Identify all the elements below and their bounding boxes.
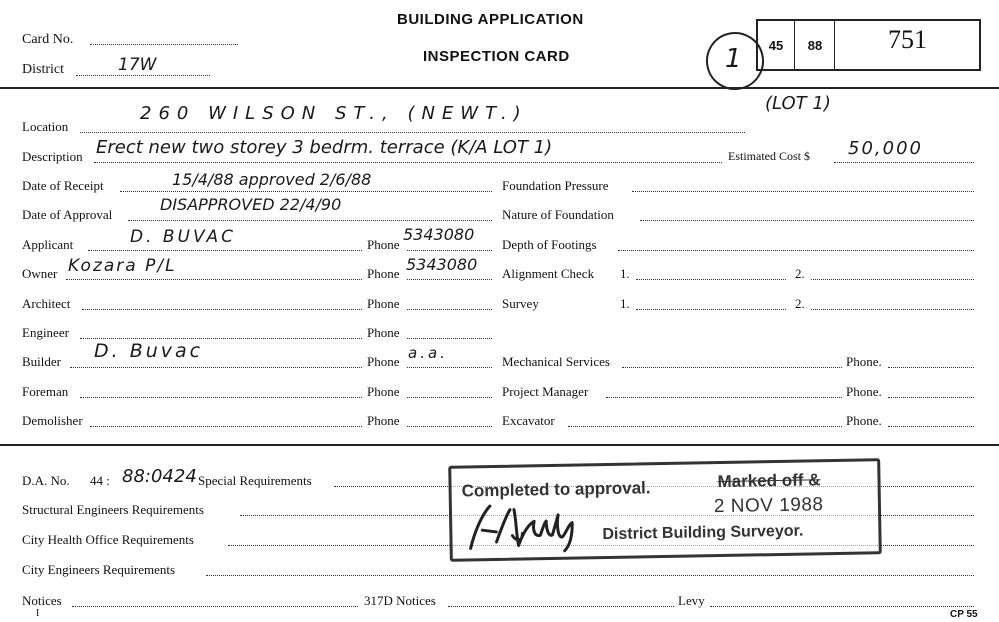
description-value: Erect new two storey 3 bedrm. terrace (K/A LOT 1) (96, 137, 553, 158)
survey-1-field[interactable] (636, 309, 786, 310)
city-engineers-field[interactable] (206, 575, 974, 576)
depth-of-footings-label: Depth of Footings (502, 237, 597, 252)
nature-of-foundation-field[interactable] (640, 220, 974, 221)
applicant-value: D. BUVAC (130, 227, 236, 247)
foreman-field[interactable] (80, 397, 362, 398)
owner-phone-value: 5343080 (406, 255, 478, 274)
foundation-pressure-label: Foundation Pressure (502, 178, 609, 193)
alignment-check-1-field[interactable] (636, 279, 786, 280)
location-label: Location (22, 119, 69, 134)
mechanical-services-phone-field[interactable] (888, 367, 974, 368)
survey-2-field[interactable] (811, 309, 974, 310)
project-manager-field[interactable] (606, 397, 842, 398)
excavator-label: Excavator (502, 413, 555, 428)
builder-label: Builder (22, 354, 61, 369)
header-divider (0, 87, 999, 89)
surveyor-signature (456, 494, 607, 557)
engineer-phone-label: Phone (367, 325, 400, 340)
description-label: Description (22, 149, 83, 164)
foreman-phone-label: Phone (367, 384, 400, 399)
estimated-cost-value: 50,000 (848, 138, 923, 159)
date-of-approval-value: DISAPPROVED 22/4/90 (160, 195, 342, 214)
notices-317d-label: 317D Notices (364, 593, 436, 608)
demolisher-field[interactable] (90, 426, 362, 427)
form-code: CP 55 (950, 609, 978, 620)
project-manager-label: Project Manager (502, 384, 589, 399)
notices-317d-field[interactable] (448, 606, 674, 607)
project-manager-phone-label: Phone. (846, 384, 882, 399)
stamp-date: 2 NOV 1988 (713, 494, 824, 518)
city-health-label: City Health Office Requirements (22, 532, 194, 547)
demolisher-phone-field[interactable] (407, 426, 492, 427)
project-manager-phone-field[interactable] (888, 397, 974, 398)
district-value: 17W (118, 55, 157, 75)
structural-label: Structural Engineers Requirements (22, 502, 204, 517)
date-of-receipt-value: 15/4/88 approved 2/6/88 (172, 170, 372, 189)
section-divider (0, 444, 999, 446)
mechanical-services-label: Mechanical Services (502, 354, 610, 369)
mechanical-services-field[interactable] (622, 367, 842, 368)
location-value: 260 WILSON ST., (NEWT.) (140, 103, 528, 124)
engineer-label: Engineer (22, 325, 69, 340)
card-no-field[interactable] (90, 44, 238, 45)
notices-field[interactable] (72, 606, 358, 607)
survey-label: Survey (502, 296, 539, 311)
card-number-box (756, 19, 981, 71)
excavator-field[interactable] (568, 426, 842, 427)
architect-label: Architect (22, 296, 71, 311)
da-no-value: 88:0424 (122, 466, 197, 487)
owner-label: Owner (22, 266, 58, 281)
estimated-cost-field[interactable] (834, 162, 974, 163)
card-box-cell-3: 751 (888, 25, 927, 54)
da-no-label: D.A. No. (22, 473, 70, 488)
levy-label: Levy (678, 593, 705, 608)
stamp-completed-text: Completed to approval. (461, 478, 651, 501)
levy-field[interactable] (710, 606, 974, 607)
card-box-cell-1: 45 (758, 21, 795, 69)
card-box-cell-2: 88 (796, 21, 835, 69)
architect-phone-field[interactable] (407, 309, 492, 310)
date-of-approval-label: Date of Approval (22, 207, 113, 222)
card-no-label: Card No. (22, 32, 74, 47)
description-field[interactable] (94, 162, 722, 163)
alignment-check-label: Alignment Check (502, 266, 595, 281)
owner-value: Kozara P/L (68, 256, 177, 276)
stamp-marked-off-text: Marked off & (717, 470, 821, 492)
builder-phone-label: Phone (367, 354, 400, 369)
stamp-surveyor-title: District Building Surveyor. (602, 522, 804, 544)
notices-label: Notices (22, 593, 62, 608)
engineer-phone-field[interactable] (407, 338, 492, 339)
circled-mark-value: 1 (725, 44, 742, 74)
foundation-pressure-field[interactable] (632, 191, 974, 192)
location-lot: (LOT 1) (765, 93, 831, 114)
builder-phone-value: a.a. (408, 344, 448, 362)
alignment-check-2-label: 2. (795, 266, 805, 281)
alignment-check-2-field[interactable] (811, 279, 974, 280)
builder-field[interactable] (70, 367, 362, 368)
district-label: District (22, 62, 64, 77)
foreman-label: Foreman (22, 384, 69, 399)
demolisher-phone-label: Phone (367, 413, 400, 428)
card-title-line2: INSPECTION CARD (423, 48, 570, 65)
alignment-check-1-label: 1. (620, 266, 630, 281)
depth-of-footings-field[interactable] (618, 250, 974, 251)
date-of-receipt-label: Date of Receipt (22, 178, 104, 193)
survey-1-label: 1. (620, 296, 630, 311)
mechanical-services-phone-label: Phone. (846, 354, 882, 369)
applicant-phone-value: 5343080 (403, 225, 475, 244)
builder-phone-field[interactable] (407, 367, 492, 368)
owner-field[interactable] (66, 279, 362, 280)
foreman-phone-field[interactable] (407, 397, 492, 398)
nature-of-foundation-label: Nature of Foundation (502, 207, 614, 222)
tick-mark: I (36, 608, 40, 619)
architect-field[interactable] (82, 309, 362, 310)
estimated-cost-label: Estimated Cost $ (728, 149, 810, 163)
applicant-label: Applicant (22, 237, 74, 252)
completion-stamp (448, 458, 882, 562)
demolisher-label: Demolisher (22, 413, 83, 428)
city-engineers-label: City Engineers Requirements (22, 562, 176, 577)
date-of-receipt-field[interactable] (120, 191, 492, 192)
location-field[interactable] (80, 132, 745, 133)
special-requirements-label: Special Requirements (198, 473, 312, 488)
da-no-prefix: 44 : (90, 473, 110, 488)
district-field[interactable] (76, 75, 210, 76)
owner-phone-label: Phone (367, 266, 400, 281)
excavator-phone-label: Phone. (846, 413, 882, 428)
architect-phone-label: Phone (367, 296, 400, 311)
excavator-phone-field[interactable] (888, 426, 974, 427)
applicant-phone-label: Phone (367, 237, 400, 252)
survey-2-label: 2. (795, 296, 805, 311)
date-of-approval-field[interactable] (128, 220, 492, 221)
engineer-field[interactable] (80, 338, 362, 339)
applicant-field[interactable] (88, 250, 362, 251)
builder-value: D. Buvac (94, 340, 204, 362)
owner-phone-field[interactable] (407, 279, 492, 280)
card-title-line1: BUILDING APPLICATION (397, 11, 584, 28)
applicant-phone-field[interactable] (407, 250, 492, 251)
